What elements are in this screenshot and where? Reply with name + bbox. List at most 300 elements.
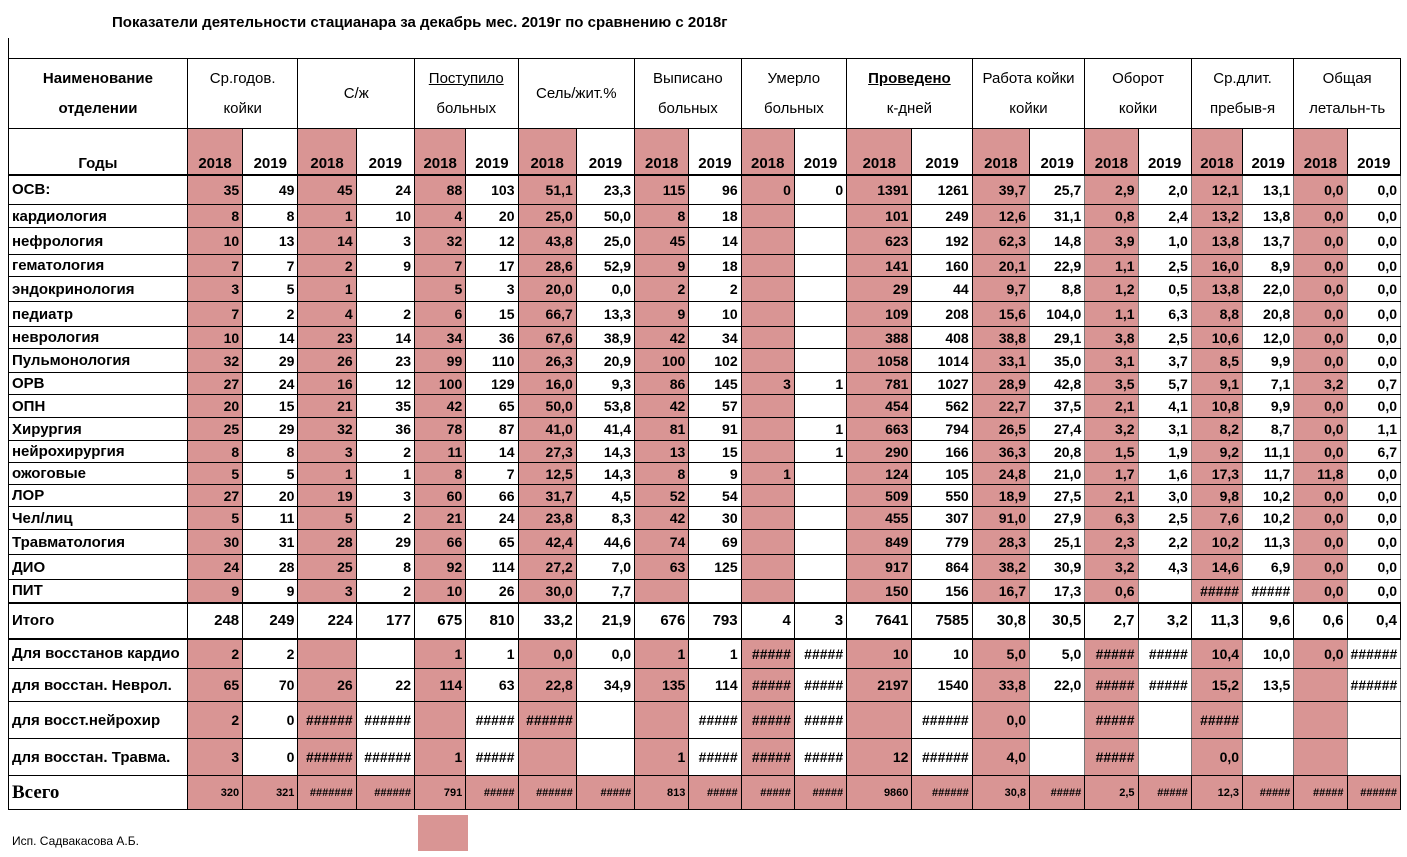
value-cell: 30,8 (972, 603, 1029, 639)
table-row (9, 485, 1401, 507)
value-cell: 35 (187, 175, 242, 205)
value-cell (415, 702, 466, 739)
value-cell: ##### (1085, 739, 1138, 776)
value-cell: 0,0 (1347, 175, 1400, 205)
value-cell: 0,0 (1294, 639, 1347, 669)
value-cell: 2 (689, 277, 741, 302)
value-cell: 2,4 (1138, 205, 1191, 228)
department-name: Для восстанов кардио (9, 639, 188, 669)
value-cell: 3,1 (1138, 418, 1191, 441)
value-cell: 17,3 (1191, 463, 1242, 485)
value-cell: 0,0 (1347, 463, 1400, 485)
value-cell: 208 (912, 302, 972, 327)
value-cell: 6,3 (1085, 507, 1138, 530)
value-cell: 10,6 (1191, 327, 1242, 349)
value-cell (1243, 702, 1294, 739)
value-cell: 0,0 (1294, 175, 1347, 205)
department-name: для восстан. Травма. (9, 739, 188, 776)
value-cell: ###### (1347, 776, 1400, 810)
header-admitted: Поступило больных (415, 59, 519, 129)
value-cell: 676 (635, 603, 689, 639)
value-cell: 32 (298, 418, 356, 441)
value-cell: ##### (1191, 702, 1242, 739)
value-cell (298, 639, 356, 669)
value-cell: 145 (689, 373, 741, 395)
department-name: ПИТ (9, 580, 188, 603)
value-cell: 26 (298, 669, 356, 702)
value-cell: 45 (635, 228, 689, 255)
value-cell: 0,0 (1347, 555, 1400, 580)
value-cell: 9,7 (972, 277, 1029, 302)
table-row (9, 555, 1401, 580)
value-cell: 14,3 (576, 441, 634, 463)
value-cell: 24 (243, 373, 298, 395)
value-cell (689, 580, 741, 603)
value-cell: 0,0 (1347, 277, 1400, 302)
value-cell: 1,5 (1085, 441, 1138, 463)
value-cell: 1,7 (1085, 463, 1138, 485)
value-cell: 13,1 (1243, 175, 1294, 205)
value-cell: 156 (912, 580, 972, 603)
value-cell: 22,8 (518, 669, 576, 702)
value-cell: 307 (912, 507, 972, 530)
value-cell: 1 (356, 463, 414, 485)
value-cell: ##### (1243, 580, 1294, 603)
header-row (9, 59, 1401, 129)
value-cell: 28 (298, 530, 356, 555)
department-name: ДИО (9, 555, 188, 580)
statistics-table (8, 58, 1401, 810)
value-cell: 2,2 (1138, 530, 1191, 555)
value-cell: 5 (415, 277, 466, 302)
value-cell: 3 (741, 373, 794, 395)
value-cell: 1 (689, 639, 741, 669)
value-cell: 36 (466, 327, 518, 349)
value-cell: ##### (741, 639, 794, 669)
value-cell: 12,5 (518, 463, 576, 485)
value-cell: 25,7 (1030, 175, 1085, 205)
value-cell: 3 (794, 603, 846, 639)
value-cell: 28,9 (972, 373, 1029, 395)
value-cell: 10 (847, 639, 912, 669)
header-bed-days: Проведено к-дней (847, 59, 973, 129)
value-cell: 23 (356, 349, 414, 373)
divider (8, 38, 9, 58)
value-cell: 8,8 (1030, 277, 1085, 302)
value-cell: 135 (635, 669, 689, 702)
value-cell: 13 (635, 441, 689, 463)
value-cell: 20,8 (1243, 302, 1294, 327)
value-cell: 10,2 (1243, 485, 1294, 507)
value-cell (1030, 702, 1085, 739)
value-cell: 455 (847, 507, 912, 530)
value-cell: ##### (1030, 776, 1085, 810)
value-cell: 29 (243, 418, 298, 441)
table-row (9, 702, 1401, 739)
value-cell: 454 (847, 395, 912, 418)
department-name: педиатр (9, 302, 188, 327)
department-name: Итого (9, 603, 188, 639)
value-cell: 0,8 (1085, 205, 1138, 228)
table-row (9, 418, 1401, 441)
value-cell (794, 395, 846, 418)
value-cell: 3 (356, 485, 414, 507)
value-cell: 8,3 (576, 507, 634, 530)
value-cell: 9,6 (1243, 603, 1294, 639)
value-cell: 1,2 (1085, 277, 1138, 302)
value-cell: 1 (415, 739, 466, 776)
value-cell: 33,8 (972, 669, 1029, 702)
value-cell: 25,1 (1030, 530, 1085, 555)
value-cell: 3,7 (1138, 349, 1191, 373)
value-cell: 65 (466, 395, 518, 418)
value-cell: 42 (635, 507, 689, 530)
value-cell: 26,5 (972, 418, 1029, 441)
value-cell: 9860 (847, 776, 912, 810)
value-cell: 124 (847, 463, 912, 485)
value-cell: 16,7 (972, 580, 1029, 603)
value-cell: 2,9 (1085, 175, 1138, 205)
value-cell: 5,0 (1030, 639, 1085, 669)
value-cell: 3 (298, 580, 356, 603)
header-avg-stay: Ср.длит. пребыв-я (1191, 59, 1294, 129)
value-cell: 9,9 (1243, 349, 1294, 373)
value-cell: 7,7 (576, 580, 634, 603)
value-cell: 22,0 (1243, 277, 1294, 302)
value-cell: 100 (635, 349, 689, 373)
value-cell: 4 (415, 205, 466, 228)
value-cell: 2 (356, 302, 414, 327)
value-cell: 9,9 (1243, 395, 1294, 418)
value-cell: 2197 (847, 669, 912, 702)
value-cell: 0,0 (1294, 395, 1347, 418)
value-cell: ##### (689, 739, 741, 776)
value-cell: 14 (689, 228, 741, 255)
department-name: ОПН (9, 395, 188, 418)
value-cell: 192 (912, 228, 972, 255)
value-cell: 63 (635, 555, 689, 580)
value-cell: 33,1 (972, 349, 1029, 373)
value-cell: 34 (689, 327, 741, 349)
value-cell (741, 277, 794, 302)
value-cell: 25,0 (518, 205, 576, 228)
value-cell: 5 (187, 507, 242, 530)
value-cell: 18 (689, 255, 741, 277)
value-cell: 1014 (912, 349, 972, 373)
value-cell: ###### (356, 739, 414, 776)
table-row (9, 776, 1401, 810)
table-row (9, 395, 1401, 418)
value-cell: 53,8 (576, 395, 634, 418)
value-cell: 5,0 (972, 639, 1029, 669)
value-cell: 249 (243, 603, 298, 639)
value-cell: ##### (466, 702, 518, 739)
value-cell: 42 (415, 395, 466, 418)
value-cell: 14 (243, 327, 298, 349)
value-cell: 33,2 (518, 603, 576, 639)
value-cell: 25 (187, 418, 242, 441)
value-cell: 16 (298, 373, 356, 395)
value-cell: 32 (187, 349, 242, 373)
value-cell: 8 (187, 441, 242, 463)
value-cell: 0,4 (1347, 603, 1400, 639)
value-cell: 150 (847, 580, 912, 603)
value-cell: ##### (741, 739, 794, 776)
value-cell: 8 (187, 205, 242, 228)
value-cell: ##### (794, 776, 846, 810)
value-cell: ###### (298, 739, 356, 776)
value-cell (741, 349, 794, 373)
value-cell: 3,0 (1138, 485, 1191, 507)
value-cell: 10 (912, 639, 972, 669)
value-cell: 0,0 (1294, 580, 1347, 603)
value-cell: 36 (356, 418, 414, 441)
value-cell: 663 (847, 418, 912, 441)
value-cell: 25 (298, 555, 356, 580)
value-cell: 0,0 (1294, 530, 1347, 555)
value-cell: 21 (415, 507, 466, 530)
value-cell: 8,8 (1191, 302, 1242, 327)
value-cell: 14 (356, 327, 414, 349)
value-cell: 15,2 (1191, 669, 1242, 702)
value-cell: 15,6 (972, 302, 1029, 327)
department-name: Чел/лиц (9, 507, 188, 530)
value-cell: ###### (912, 739, 972, 776)
table-row (9, 507, 1401, 530)
value-cell: 30,5 (1030, 603, 1085, 639)
value-cell: ###### (356, 702, 414, 739)
value-cell: 12 (466, 228, 518, 255)
value-cell: 18 (689, 205, 741, 228)
value-cell: 0,6 (1294, 603, 1347, 639)
value-cell: 23 (298, 327, 356, 349)
value-cell (1347, 702, 1400, 739)
value-cell: 1540 (912, 669, 972, 702)
value-cell: 39,7 (972, 175, 1029, 205)
value-cell: 8 (415, 463, 466, 485)
value-cell: 675 (415, 603, 466, 639)
value-cell (794, 255, 846, 277)
value-cell: 26,3 (518, 349, 576, 373)
value-cell: 12 (847, 739, 912, 776)
value-cell: 0,6 (1085, 580, 1138, 603)
value-cell: 24,8 (972, 463, 1029, 485)
value-cell: 1 (794, 373, 846, 395)
value-cell: 43,8 (518, 228, 576, 255)
table-row (9, 603, 1401, 639)
table-row (9, 255, 1401, 277)
value-cell: 25,0 (576, 228, 634, 255)
pink-cell (418, 815, 468, 851)
value-cell (356, 639, 414, 669)
value-cell: 1,1 (1085, 255, 1138, 277)
value-cell (794, 349, 846, 373)
department-name: Пульмонология (9, 349, 188, 373)
value-cell: 42,8 (1030, 373, 1085, 395)
value-cell: 100 (415, 373, 466, 395)
value-cell: 20,8 (1030, 441, 1085, 463)
value-cell (794, 530, 846, 555)
value-cell: 41,4 (576, 418, 634, 441)
value-cell: 81 (635, 418, 689, 441)
table-row (9, 639, 1401, 669)
department-name: кардиология (9, 205, 188, 228)
value-cell (794, 277, 846, 302)
value-cell: 1 (635, 639, 689, 669)
value-cell: 2 (635, 277, 689, 302)
value-cell: ##### (1085, 702, 1138, 739)
value-cell: 8,7 (1243, 418, 1294, 441)
value-cell: 2 (356, 580, 414, 603)
value-cell: 3 (187, 739, 242, 776)
value-cell: 224 (298, 603, 356, 639)
value-cell: 779 (912, 530, 972, 555)
table-row (9, 463, 1401, 485)
value-cell (518, 739, 576, 776)
value-cell: 0,0 (1347, 302, 1400, 327)
value-cell: 4,0 (972, 739, 1029, 776)
value-cell: 248 (187, 603, 242, 639)
value-cell: 34 (415, 327, 466, 349)
value-cell: 13,2 (1191, 205, 1242, 228)
value-cell: 7 (187, 302, 242, 327)
value-cell: ##### (1138, 776, 1191, 810)
value-cell (741, 507, 794, 530)
value-cell: 99 (415, 349, 466, 373)
value-cell: 7,1 (1243, 373, 1294, 395)
value-cell (794, 580, 846, 603)
value-cell: 290 (847, 441, 912, 463)
years-label: Годы (9, 129, 188, 175)
value-cell: 102 (689, 349, 741, 373)
value-cell: 781 (847, 373, 912, 395)
value-cell: ##### (576, 776, 634, 810)
header-sj: С/ж (298, 59, 415, 129)
value-cell: 21 (298, 395, 356, 418)
value-cell (794, 463, 846, 485)
value-cell: 24 (356, 175, 414, 205)
value-cell: 37,5 (1030, 395, 1085, 418)
value-cell: 9,8 (1191, 485, 1242, 507)
value-cell: 27,2 (518, 555, 576, 580)
value-cell: 27 (187, 485, 242, 507)
value-cell: 3 (356, 228, 414, 255)
value-cell: 1,0 (1138, 228, 1191, 255)
value-cell: 13,8 (1191, 228, 1242, 255)
value-cell: 0 (243, 702, 298, 739)
value-cell: 22,0 (1030, 669, 1085, 702)
value-cell: 10,4 (1191, 639, 1242, 669)
value-cell: ##### (1138, 639, 1191, 669)
value-cell (741, 555, 794, 580)
value-cell: 1,9 (1138, 441, 1191, 463)
value-cell: 813 (635, 776, 689, 810)
value-cell: 2,5 (1138, 255, 1191, 277)
value-cell: 14,8 (1030, 228, 1085, 255)
value-cell: 2,5 (1138, 507, 1191, 530)
value-cell (741, 418, 794, 441)
table-row (9, 228, 1401, 255)
value-cell: 54 (689, 485, 741, 507)
value-cell: 11 (243, 507, 298, 530)
value-cell: 7 (243, 255, 298, 277)
value-cell: 92 (415, 555, 466, 580)
value-cell: 6 (415, 302, 466, 327)
value-cell: 408 (912, 327, 972, 349)
table-row (9, 327, 1401, 349)
value-cell: 3 (466, 277, 518, 302)
value-cell: 114 (466, 555, 518, 580)
value-cell: 7641 (847, 603, 912, 639)
value-cell: ###### (356, 776, 414, 810)
value-cell: 0,0 (576, 277, 634, 302)
value-cell (741, 441, 794, 463)
value-cell: 30,9 (1030, 555, 1085, 580)
value-cell (794, 555, 846, 580)
value-cell (576, 739, 634, 776)
value-cell (741, 395, 794, 418)
table-row (9, 277, 1401, 302)
value-cell: 6,7 (1347, 441, 1400, 463)
department-name: ОРВ (9, 373, 188, 395)
value-cell: 2,5 (1085, 776, 1138, 810)
value-cell: 29 (356, 530, 414, 555)
value-cell: 110 (466, 349, 518, 373)
value-cell: 5,7 (1138, 373, 1191, 395)
value-cell: 320 (187, 776, 242, 810)
value-cell: 24 (466, 507, 518, 530)
value-cell: 30 (689, 507, 741, 530)
value-cell: 62,3 (972, 228, 1029, 255)
value-cell: 0,0 (1294, 507, 1347, 530)
value-cell: 34,9 (576, 669, 634, 702)
value-cell: 794 (912, 418, 972, 441)
value-cell: 42 (635, 395, 689, 418)
value-cell: 9 (243, 580, 298, 603)
value-cell: 70 (243, 669, 298, 702)
value-cell: 0,0 (1191, 739, 1242, 776)
table-row (9, 349, 1401, 373)
value-cell: 1027 (912, 373, 972, 395)
value-cell: 96 (689, 175, 741, 205)
department-name: для восстан. Неврол. (9, 669, 188, 702)
value-cell: 109 (847, 302, 912, 327)
value-cell: 7 (415, 255, 466, 277)
value-cell: 9 (635, 302, 689, 327)
value-cell: 129 (466, 373, 518, 395)
value-cell (1243, 739, 1294, 776)
value-cell: 15 (466, 302, 518, 327)
value-cell: 63 (466, 669, 518, 702)
value-cell: 0,0 (1294, 485, 1347, 507)
value-cell: 38,9 (576, 327, 634, 349)
value-cell: 13,3 (576, 302, 634, 327)
executor-note: Исп. Садвакасова А.Б. (12, 834, 139, 848)
value-cell: 1,1 (1347, 418, 1400, 441)
value-cell: 17 (466, 255, 518, 277)
value-cell: 1 (741, 463, 794, 485)
value-cell: 103 (466, 175, 518, 205)
value-cell: 23,8 (518, 507, 576, 530)
value-cell: 5 (243, 277, 298, 302)
value-cell: 104,0 (1030, 302, 1085, 327)
value-cell: 0,0 (1294, 302, 1347, 327)
value-cell: 78 (415, 418, 466, 441)
header-name: Наименование отделении (9, 59, 188, 129)
value-cell: ###### (518, 776, 576, 810)
value-cell (741, 327, 794, 349)
value-cell: 9,2 (1191, 441, 1242, 463)
